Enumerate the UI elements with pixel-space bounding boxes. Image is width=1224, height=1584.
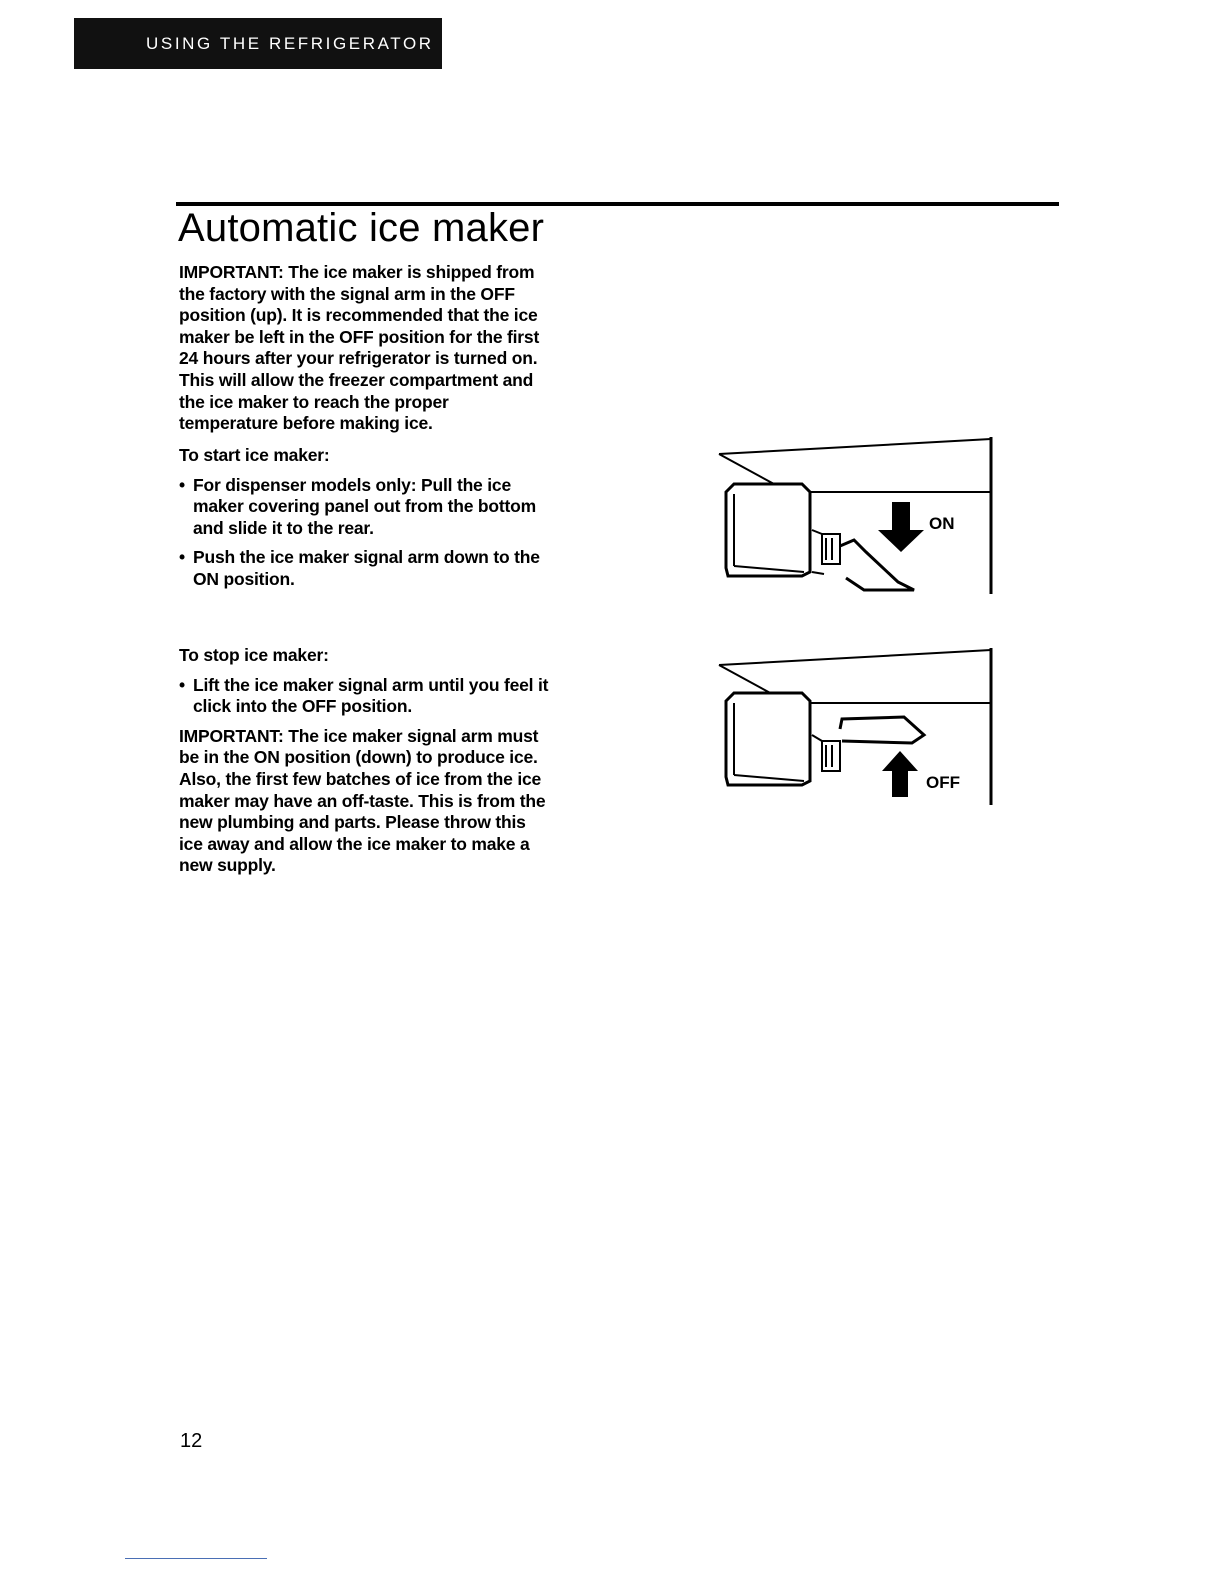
start-heading: To start ice maker: <box>179 445 330 465</box>
important-line: ice away and allow the ice maker to make a <box>179 833 530 854</box>
bullet-dot: • <box>179 547 185 568</box>
bullet-line: click into the OFF position. <box>193 696 412 717</box>
intro-paragraph <box>179 262 609 435</box>
bullet-line: maker covering panel out from the bottom <box>193 496 537 517</box>
bullet-line: Pull the ice <box>416 474 511 495</box>
important-line: maker may have an off-taste. This is from the <box>179 790 546 811</box>
dispenser-label: For dispenser models only: <box>193 474 417 495</box>
ice-maker-on-illustration <box>714 434 999 599</box>
page-title: Automatic ice maker <box>178 206 545 250</box>
intro-line: temperature before making ice. <box>179 413 433 434</box>
footer-rule <box>125 1558 267 1559</box>
bullet-dot: • <box>179 674 185 695</box>
ice-maker-off-figure <box>714 645 999 810</box>
bullet-line: and slide it to the rear. <box>193 517 374 538</box>
intro-line: 24 hours after your refrigerator is turned on. <box>179 348 538 369</box>
bullet-line: Push the ice maker signal arm down to the <box>193 547 540 568</box>
important-line: Also, the first few batches of ice from the ice <box>179 768 542 789</box>
bullet-line: Lift the ice maker signal arm until you feel it <box>193 674 549 695</box>
section-header-text: USING THE REFRIGERATOR <box>146 33 434 53</box>
intro-line: maker be left in the OFF position for the first <box>179 326 540 347</box>
section-header <box>74 18 442 69</box>
start-bullet-2 <box>179 547 609 590</box>
intro-line: the ice maker to reach the proper <box>179 391 449 412</box>
bullet-line: ON position. <box>193 568 295 589</box>
important-line: The ice maker signal arm must <box>283 725 539 746</box>
important-line: be in the ON position (down) to produce ice. <box>179 747 538 768</box>
start-bullet-1 <box>179 475 609 540</box>
important-label: IMPORTANT: <box>179 262 284 282</box>
important-line: new supply. <box>179 855 276 876</box>
page-number: 12 <box>180 1430 203 1452</box>
start-section <box>179 445 609 591</box>
ice-maker-on-figure <box>714 434 999 599</box>
stop-heading: To stop ice maker: <box>179 645 329 665</box>
intro-line: the factory with the signal arm in the OFF <box>179 283 515 304</box>
on-label: ON <box>929 514 955 533</box>
stop-important-paragraph <box>179 726 609 877</box>
intro-line: This will allow the freezer compartment and <box>179 369 534 390</box>
off-label: OFF <box>926 773 960 792</box>
intro-line: The ice maker is shipped from <box>288 262 535 282</box>
bullet-dot: • <box>179 474 185 495</box>
up-arrow-icon <box>882 751 918 797</box>
stop-bullet-1 <box>179 675 609 718</box>
intro-line: position (up). It is recommended that the ice <box>179 305 538 326</box>
stop-section <box>179 645 609 877</box>
down-arrow-icon <box>878 502 924 552</box>
important-label: IMPORTANT: <box>179 725 284 746</box>
important-line: new plumbing and parts. Please throw this <box>179 812 526 833</box>
